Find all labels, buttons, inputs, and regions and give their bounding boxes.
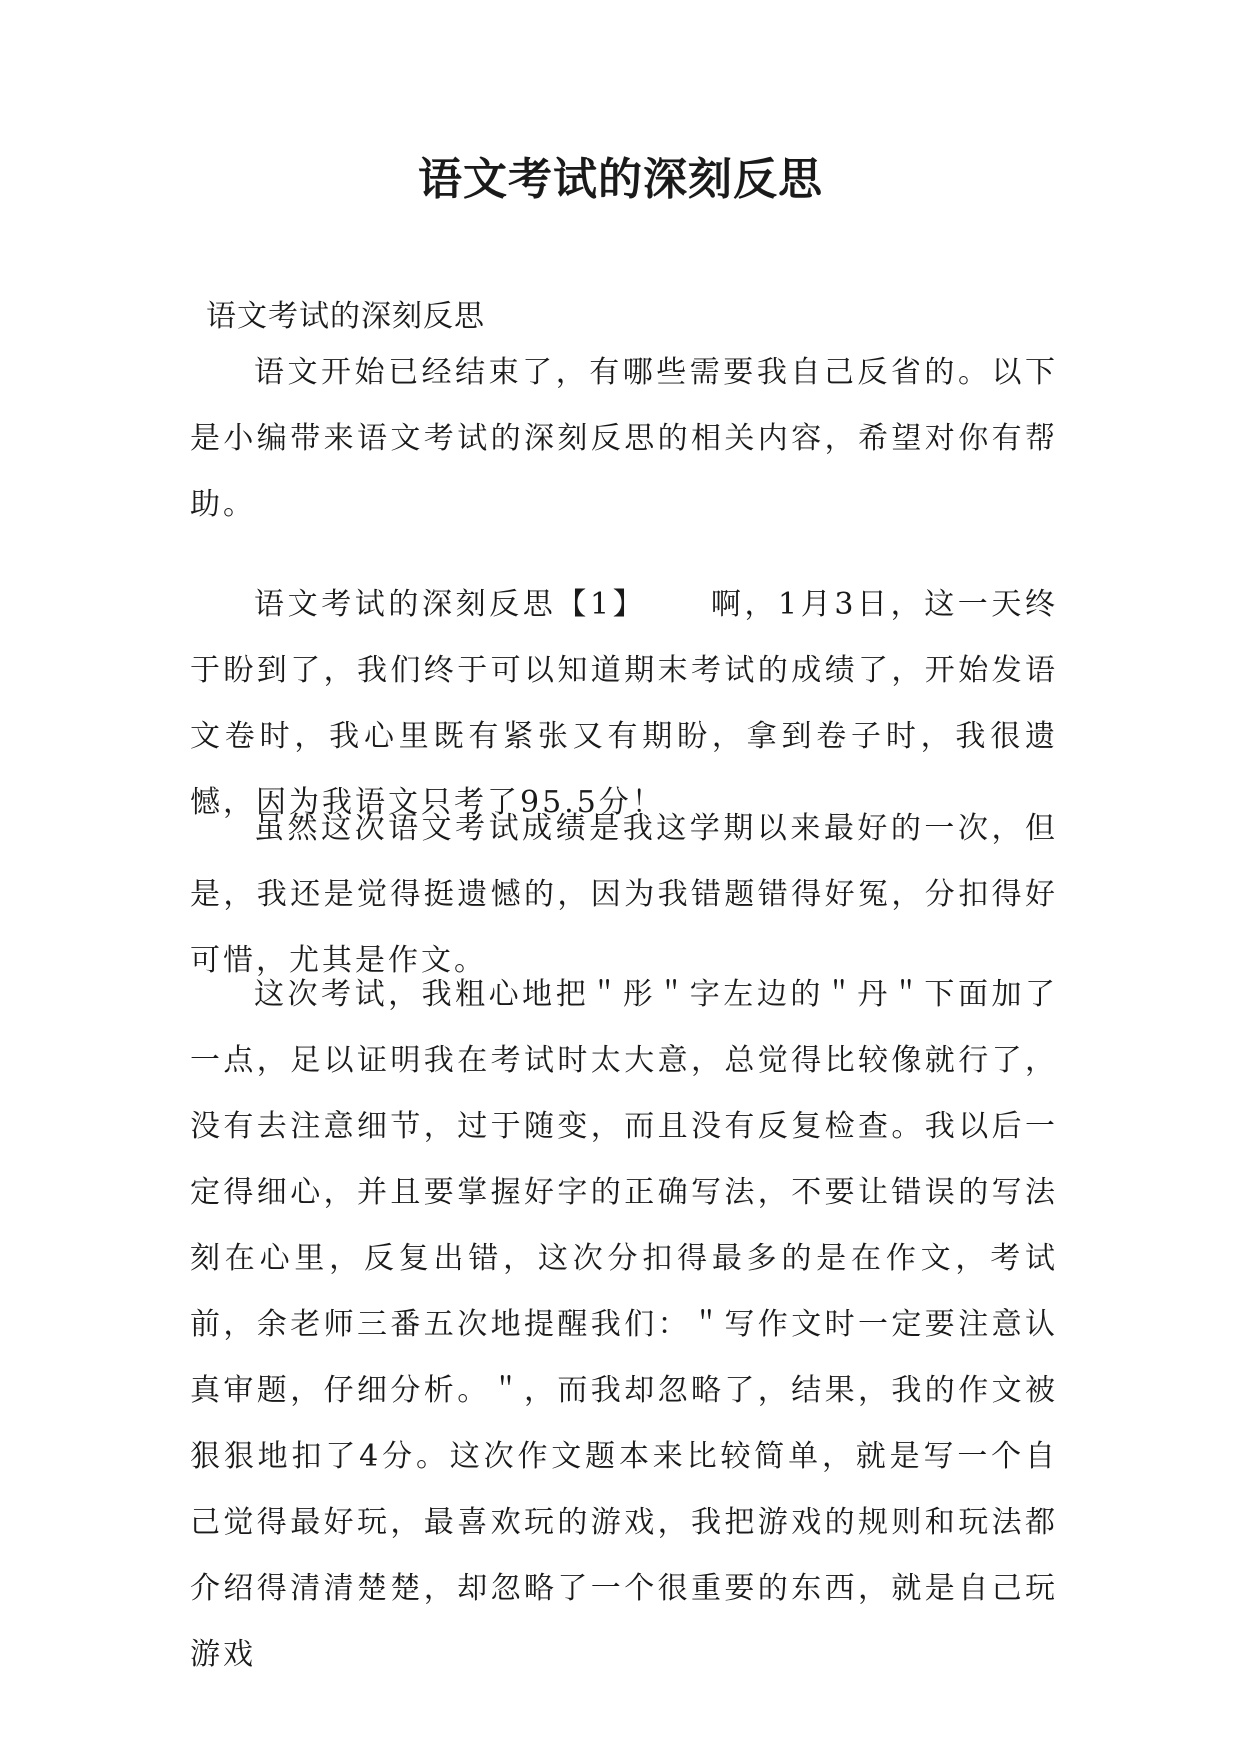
section1-heading: 语文考试的深刻反思【1】 — [254, 587, 647, 622]
section1-paragraph-3: 这次考试，我粗心地把＂彤＂字左边的＂丹＂下面加了一点，足以证明我在考试时太大意，总觉得比较像就行了，没有去注意细节，过于随变，而且没有反复检查。我以后一定得细心，并且要掌握好字的正确写法，不要让错误的写法刻在心里，反复出错，这次分扣得最多的是在作文，考试前，余老师三番五次地提醒我们：＂写作文时一定要注意认真审题，仔细分析。＂，而我却忽略了，结果，我的作文被狠狠地扣了4分。这次作文题本来比较简单，就是写一个自己觉得最好玩，最喜欢玩的游戏，我把游戏的规则和玩法都介绍得清清楚楚，却忽略了一个很重要的东西，就是自己玩游戏 — [190, 977, 1058, 1672]
document-title: 语文考试的深刻反思 — [418, 154, 823, 205]
section1-paragraph-1-text: 啊，1月3日，这一天终于盼到了，我们终于可以知道期末考试的成绩了，开始发语文卷时，我心里既有紧张又有期盼，拿到卷子时，我很遗憾，因为我语文只考了95.5分！ — [190, 587, 1058, 820]
document-subtitle: 语文考试的深刻反思 — [206, 299, 485, 334]
intro-paragraph: 语文开始已经结束了，有哪些需要我自己反省的。以下是小编带来语文考试的深刻反思的相关内容，希望对你有帮助。 — [190, 355, 1058, 522]
section1-paragraph-2: 虽然这次语文考试成绩是我这学期以来最好的一次，但是，我还是觉得挺遗憾的，因为我错题错得好冤，分扣得好可惜，尤其是作文。 — [190, 811, 1058, 978]
